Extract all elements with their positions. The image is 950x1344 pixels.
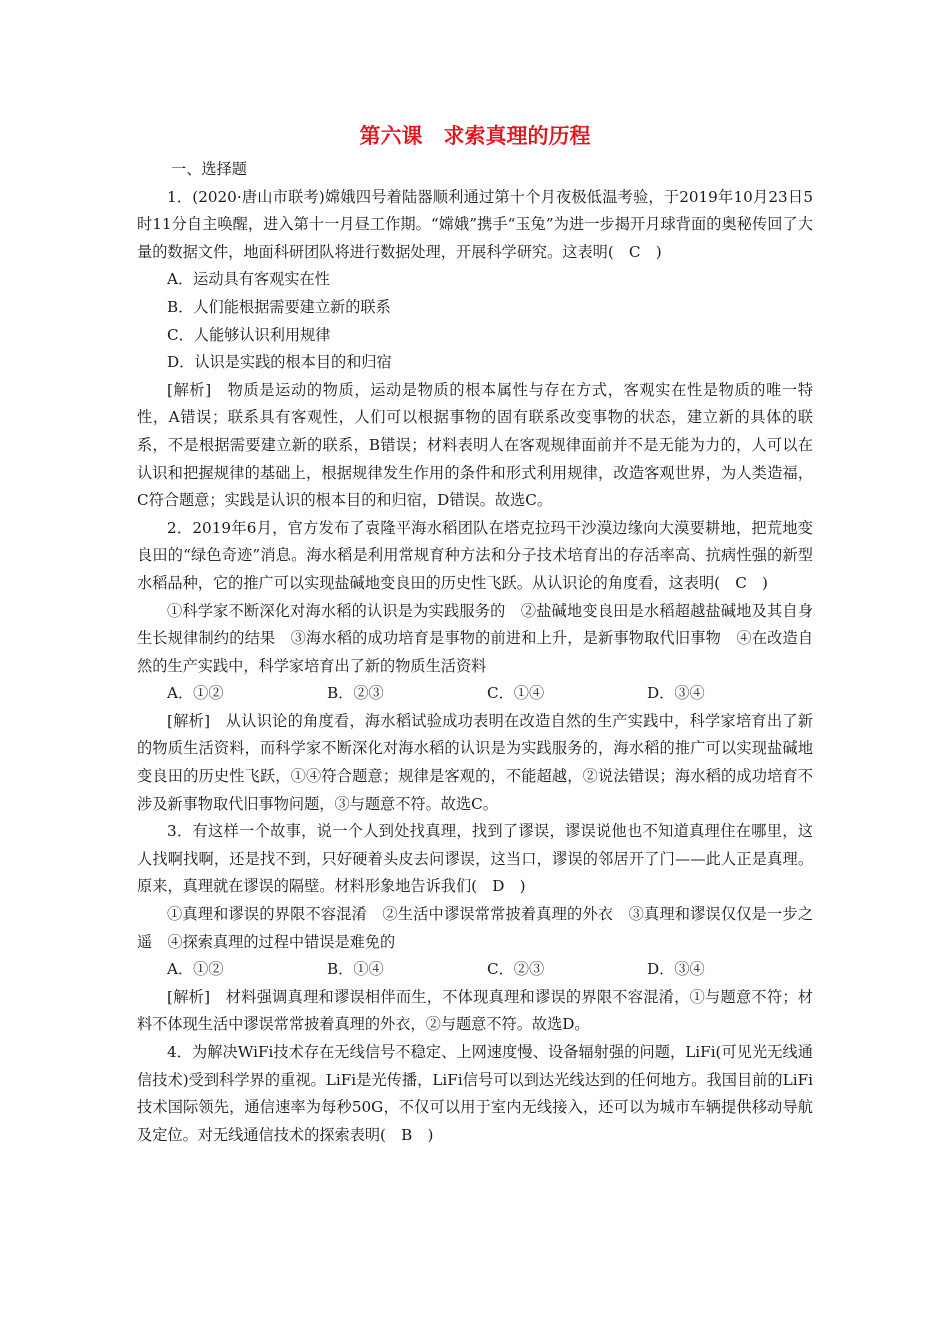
question-3-items: ①真理和谬误的界限不容混淆 ②生活中谬误常常披着真理的外衣 ③真理和谬误仅仅是一步之遥 ④探索真理的过程中错误是难免的 <box>137 905 813 951</box>
question-2-option-c: C．①④ <box>487 684 545 703</box>
question-2-items: ①科学家不断深化对海水稻的认识是为实践服务的 ②盐碱地变良田是水稻超越盐碱地及其自身生长规律制约的结果 ③海水稻的成功培育是事物的前进和上升，是新事物取代旧事物 ④在改造自然的生产实践中，科学家培育出了新的物质生活资料 <box>137 601 813 675</box>
question-3-option-a: A．①② <box>167 960 224 979</box>
question-1-stem: 1．(2020·唐山市联考)嫦娥四号着陆器顺利通过第十个月夜极低温考验，于2019年10月23日5时11分自主唤醒，进入第十一月昼工作期。“嫦娥”携手“玉兔”为进一步揭开月球背面的奥秘传回了大量的数据文件，地面科研团队将进行数据处理，开展科学研究。这表明( C ) <box>137 187 813 261</box>
page-title: 第六课 求索真理的历程 <box>359 123 591 148</box>
question-1-option-c: C．人能够认识利用规律 <box>167 325 331 344</box>
question-3-option-b: B．①④ <box>327 960 384 979</box>
section-heading: 一、选择题 <box>171 160 247 178</box>
question-3-options <box>137 956 813 984</box>
question-4-stem: 4．为解决WiFi技术存在无线信号不稳定、上网速度慢、设备辐射强的问题，LiFi(可见光无线通信技术)受到科学界的重视。LiFi是光传播，LiFi信号可以到达光线达到的任何地方。我国目前的LiFi技术国际领先，通信速率为每秒50G，不仅可以用于室内无线接入，还可以为城市车辆提供移动导航及定位。对无线通信技术的探索表明( B ) <box>137 1043 813 1144</box>
question-1-option-a: A．运动具有客观实在性 <box>167 270 330 289</box>
question-2-analysis: [解析] 从认识论的角度看，海水稻试验成功表明在改造自然的生产实践中，科学家培育出了新的物质生活资料，而科学家不断深化对海水稻的认识是为实践服务的，海水稻的推广可以实现盐碱地变良田的历史性飞跃，①④符合题意；规律是客观的，不能超越，②说法错误；海水稻的成功培育不涉及新事物取代旧事物问题，③与题意不符。故选C。 <box>137 711 813 813</box>
question-2-option-a: A．①② <box>167 684 224 703</box>
question-2-stem: 2．2019年6月，官方发布了袁隆平海水稻团队在塔克拉玛干沙漠边缘向大漠要耕地，把荒地变良田的“绿色奇迹”消息。海水稻是利用常规育种方法和分子技术培育出的存活率高、抗病性强的新型水稻品种，它的推广可以实现盐碱地变良田的历史性飞跃。从认识论的角度看，这表明( C ) <box>137 518 813 592</box>
question-3-option-d: D．③④ <box>647 960 705 979</box>
question-2-option-d: D．③④ <box>647 684 705 703</box>
question-3-option-c: C．②③ <box>487 960 545 979</box>
question-3-analysis: [解析] 材料强调真理和谬误相伴而生，不体现真理和谬误的界限不容混淆，①与题意不符；材料不体现生活中谬误常常披着真理的外衣，②与题意不符。故选D。 <box>137 987 813 1034</box>
document-page <box>137 118 813 1149</box>
question-3-stem: 3．有这样一个故事，说一个人到处找真理，找到了谬误，谬误说他也不知道真理住在哪里，这人找啊找啊，还是找不到，只好硬着头皮去问谬误，这当口，谬误的邻居开了门——此人正是真理。原来，真理就在谬误的隔壁。材料形象地告诉我们( D ) <box>137 822 813 896</box>
question-1-option-d: D．认识是实践的根本目的和归宿 <box>167 353 392 372</box>
question-1-analysis: [解析] 物质是运动的物质，运动是物质的根本属性与存在方式，客观实在性是物质的唯一特性，A错误；联系具有客观性，人们可以根据事物的固有联系改变事物的状态，建立新的具体的联系，不是根据需要建立新的联系，B错误；材料表明人在客观规律面前并不是无能为力的，人可以在认识和把握规律的基础上，根据规律发生作用的条件和形式利用规律，改造客观世界，为人类造福，C符合题意；实践是认识的根本目的和归宿，D错误。故选C。 <box>137 380 813 510</box>
question-2-options <box>137 680 813 708</box>
question-1-option-b: B．人们能根据需要建立新的联系 <box>167 297 391 316</box>
question-2-option-b: B．②③ <box>327 684 384 703</box>
